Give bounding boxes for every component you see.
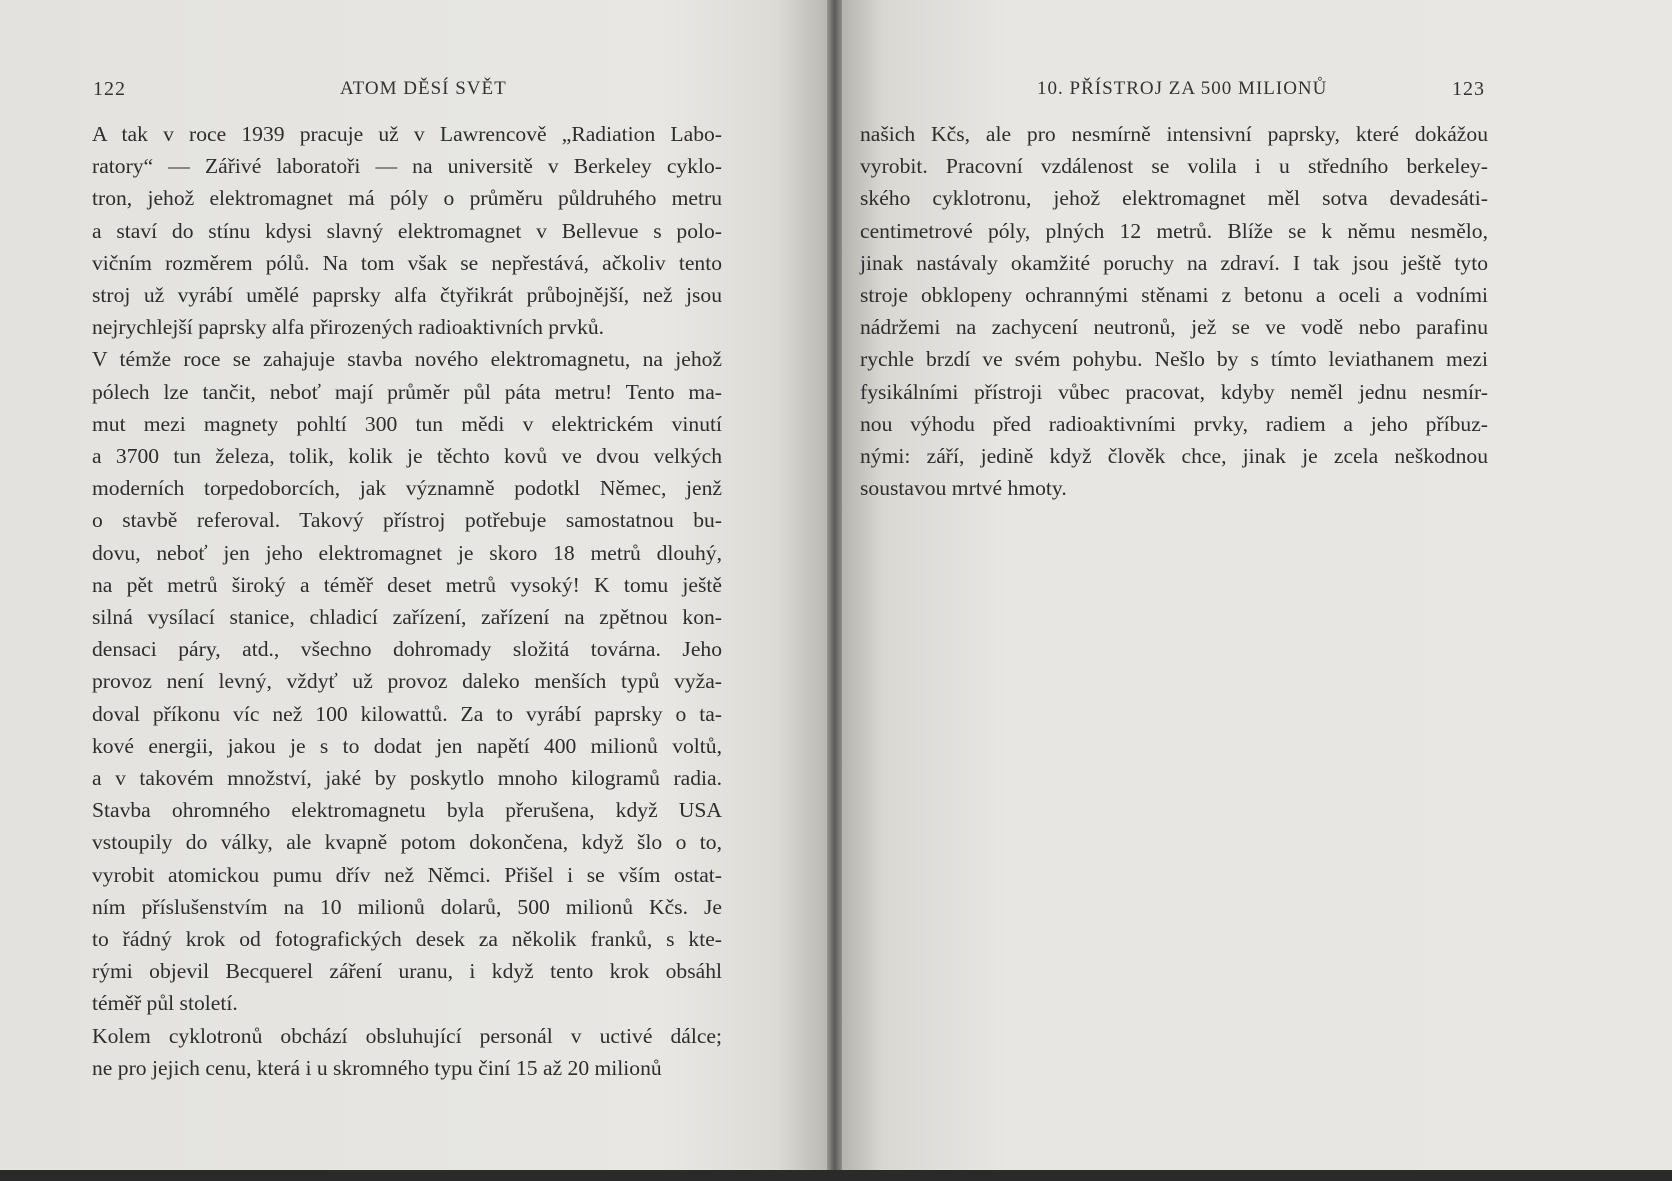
text-line: provoz není levný, vždyť už provoz daleko menších typů vyža-: [92, 669, 722, 694]
text-line: ratory“ — Zářivé laboratoři — na universitě v Berkeley cyklo-: [92, 154, 722, 179]
text-line: A tak v roce 1939 pracuje už v Lawrencově „Radiation Labo-: [92, 122, 722, 146]
text-line: vyrobit. Pracovní vzdálenost se volila i u středního berkeley-: [860, 154, 1488, 179]
text-line: tron, jehož elektromagnet má póly o průměru půldruhého metru: [92, 186, 722, 211]
text-line: stroje obklopeny ochrannými stěnami z betonu a oceli a vodními: [860, 283, 1488, 308]
text-line: na pět metrů široký a téměř deset metrů vysoký! K tomu ještě: [92, 572, 722, 597]
text-line: ním příslušenstvím na 10 milionů dolarů, 500 milionů Kčs. Je: [92, 894, 722, 919]
text-line: soustavou mrtvé hmoty.: [860, 476, 1067, 501]
text-line: rychle brzdí ve svém pohybu. Nešlo by s tímto leviathanem mezi: [860, 347, 1488, 372]
text-line: doval příkonu víc než 100 kilowattů. Za to vyrábí paprsky o ta-: [92, 701, 722, 726]
page-number-left: 122: [93, 78, 126, 100]
text-line: ského cyklotronu, jehož elektromagnet měl sotva devadesáti-: [860, 186, 1488, 211]
text-line: nádržemi na zachycení neutronů, jež se ve vodě nebo parafinu: [860, 315, 1488, 340]
text-line: centimetrové póly, plných 12 metrů. Blíže se k němu nesmělo,: [860, 218, 1488, 243]
text-line: nou výhodu před radioaktivními prvky, radiem a jeho příbuz-: [860, 411, 1488, 436]
text-line: rými objevil Becquerel záření uranu, i když tento krok obsáhl: [92, 959, 722, 984]
text-line: našich Kčs, ale pro nesmírně intensivní paprsky, které dokážou: [860, 122, 1488, 146]
text-line: vyrobit atomickou pumu dřív než Němci. Přišel i se vším ostat-: [92, 862, 722, 887]
text-line: V témže roce se zahajuje stavba nového elektromagnetu, na jehož: [92, 347, 722, 372]
text-line: to řádný krok od fotografických desek za několik franků, s kte-: [92, 927, 722, 952]
text-line: fysikálními přístroji vůbec pracovat, kdyby neměl jednu nesmír-: [860, 379, 1488, 404]
text-line: ne pro jejich cenu, která i u skromného typu činí 15 až 20 milionů: [92, 1055, 662, 1080]
text-line: jinak nastávaly okamžité poruchy na zdraví. I tak jsou ještě tyto: [860, 250, 1488, 275]
left-page-body: [92, 118, 722, 1084]
text-line: a staví do stínu kdysi slavný elektromagnet v Bellevue s polo-: [92, 218, 722, 243]
text-line: silná vysílací stanice, chladicí zařízení, zařízení na zpětnou kon-: [92, 605, 722, 630]
text-line: stroj už vyrábí umělé paprsky alfa čtyřikrát průbojnější, než jsou: [92, 283, 722, 308]
text-line: moderních torpedoborcích, jak významně podotkl Němec, jenž: [92, 476, 722, 501]
text-line: nými: září, jedině když člověk chce, jinak je zcela neškodnou: [860, 444, 1488, 469]
text-line: mut mezi magnety pohltí 300 tun mědi v elektrickém vinutí: [92, 411, 722, 436]
text-line: densaci páry, atd., všechno dohromady složitá továrna. Jeho: [92, 637, 722, 662]
text-line: dovu, neboť jen jeho elektromagnet je skoro 18 metrů dlouhý,: [92, 540, 722, 565]
text-line: Kolem cyklotronů obchází obsluhující personál v uctivé dálce;: [92, 1023, 722, 1048]
text-line: téměř půl století.: [92, 991, 238, 1016]
running-head-left: ATOM DĚSÍ SVĚT: [340, 78, 507, 99]
running-head-right: 10. PŘÍSTROJ ZA 500 MILIONŮ: [1037, 78, 1328, 99]
text-line: a 3700 tun železa, tolik, kolik je těchto kovů ve dvou velkých: [92, 444, 722, 469]
page-number-right: 123: [1452, 78, 1485, 100]
text-line: a v takovém množství, jaké by poskytlo mnoho kilogramů radia.: [92, 766, 722, 791]
right-page: [842, 0, 1672, 1181]
left-page: [0, 0, 827, 1181]
text-line: nejrychlejší paprsky alfa přirozených radioaktivních prvků.: [92, 315, 605, 340]
text-line: pólech lze tančit, neboť mají průměr půl páta metru! Tento ma-: [92, 379, 722, 404]
text-line: vičním rozměrem pólů. Na tom však se nepřestává, ačkoliv tento: [92, 250, 722, 275]
book-gutter: [827, 0, 842, 1181]
text-line: vstoupily do války, ale kvapně potom dokončena, když šlo o to,: [92, 830, 722, 855]
text-line: o stavbě referoval. Takový přístroj potřebuje samostatnou bu-: [92, 508, 722, 533]
text-line: Stavba ohromného elektromagnetu byla přerušena, když USA: [92, 798, 722, 823]
right-page-body: [860, 118, 1488, 504]
text-line: kové energii, jakou je s to dodat jen napětí 400 milionů voltů,: [92, 733, 722, 758]
scan-bottom-edge: [0, 1170, 1672, 1181]
